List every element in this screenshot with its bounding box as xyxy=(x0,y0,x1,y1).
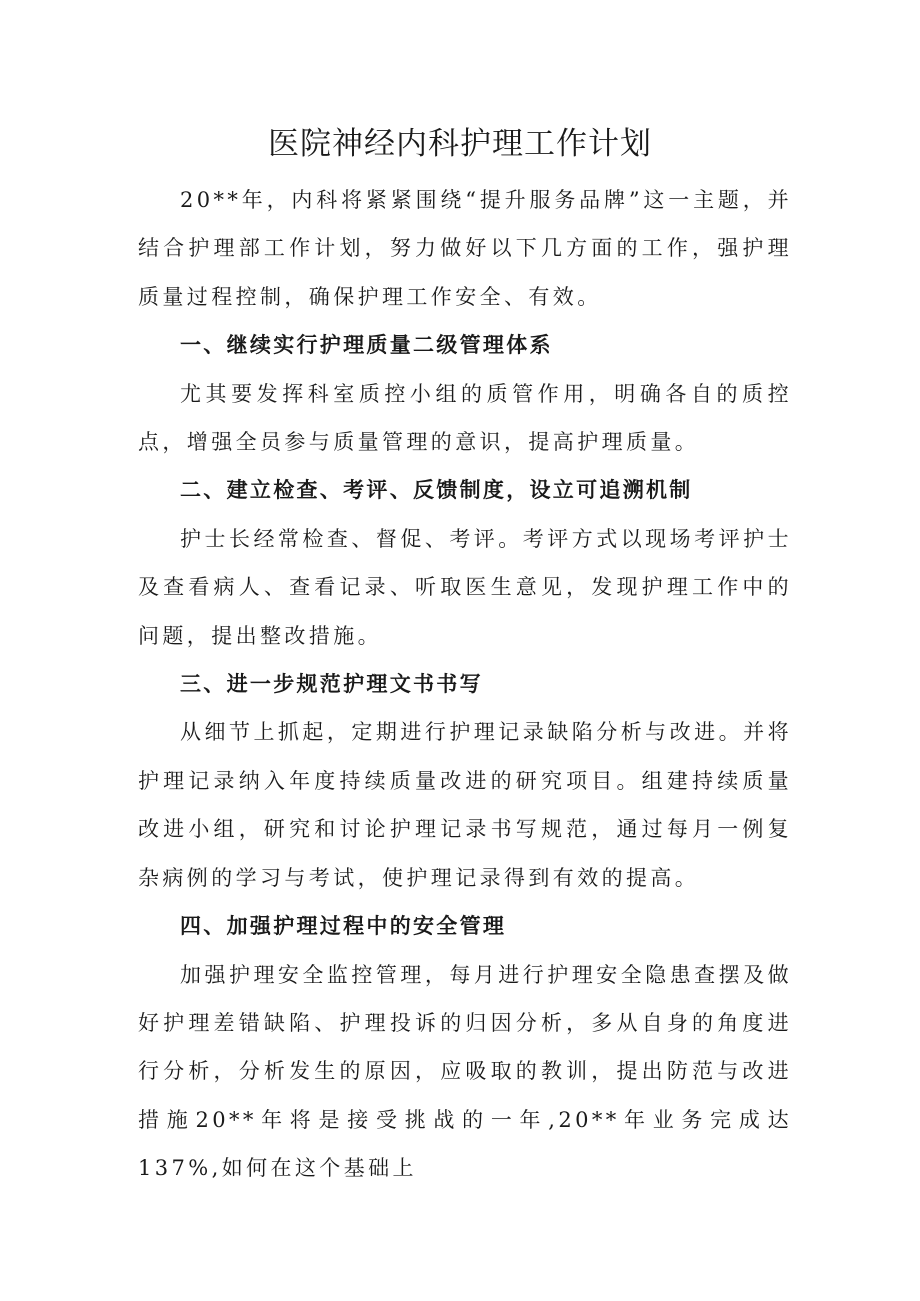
section-3-heading: 三、进一步规范护理文书书写 xyxy=(180,672,483,697)
section-4-paragraph: 加强护理安全监控管理，每月进行护理安全隐患查摆及做好护理差错缺陷、护理投诉的归因分析，多从自身的角度进行分析，分析发生的原因，应吸取的教训，提出防范与改进措施20**年将是接受挑战的一年,20**年业务完成达137%,如何在这个基础上 xyxy=(138,962,792,1181)
section-1-heading: 一、继续实行护理质量二级管理体系 xyxy=(180,333,553,358)
intro-paragraph: 20**年，内科将紧紧围绕“提升服务品牌”这一主题，并结合护理部工作计划，努力做好以下几方面的工作，强护理质量过程控制，确保护理工作安全、有效。 xyxy=(138,188,792,309)
section-2-heading: 二、建立检查、考评、反馈制度，设立可追溯机制 xyxy=(180,478,693,503)
section-1-paragraph: 尤其要发挥科室质控小组的质管作用，明确各自的质控点，增强全员参与质量管理的意识，提高护理质量。 xyxy=(138,381,792,455)
section-4-heading: 四、加强护理过程中的安全管理 xyxy=(180,914,507,939)
document-title: 医院神经内科护理工作计划 xyxy=(268,126,652,162)
document-body xyxy=(138,176,792,1193)
section-2-paragraph: 护士长经常检查、督促、考评。考评方式以现场考评护士及查看病人、查看记录、听取医生意见，发现护理工作中的问题，提出整改措施。 xyxy=(138,526,792,648)
section-3-paragraph: 从细节上抓起，定期进行护理记录缺陷分析与改进。并将护理记录纳入年度持续质量改进的研究项目。组建持续质量改进小组，研究和讨论护理记录书写规范，通过每月一例复杂病例的学习与考试，使护理记录得到有效的提高。 xyxy=(138,720,792,890)
